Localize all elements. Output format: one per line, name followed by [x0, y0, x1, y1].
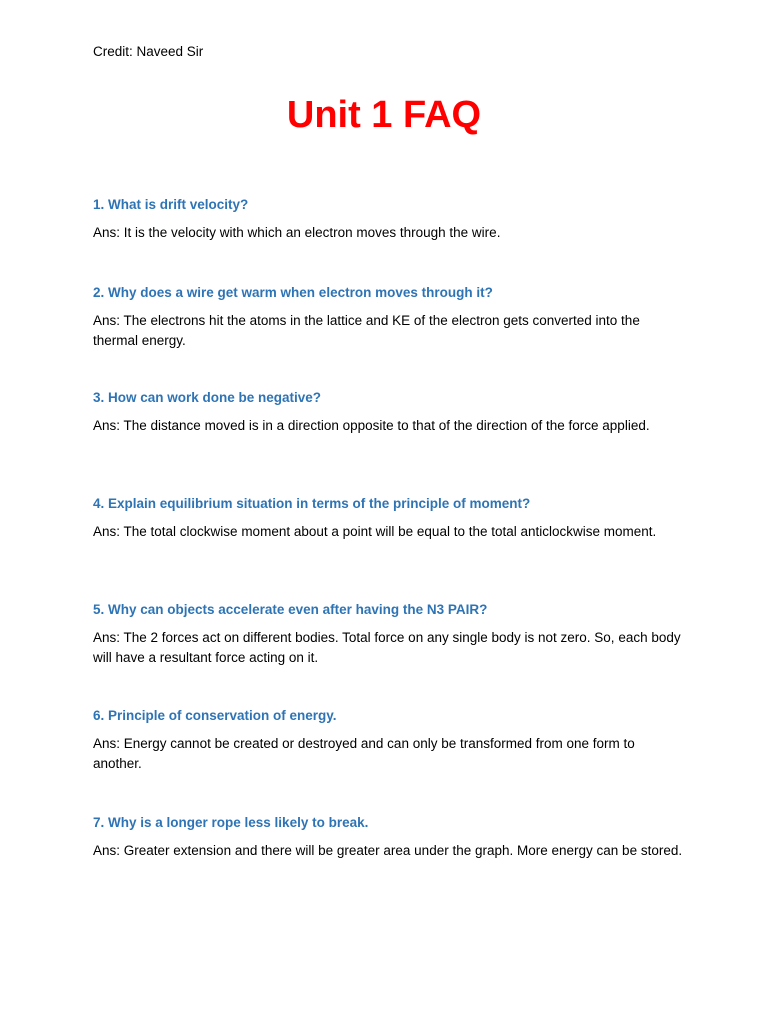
faq-question: 6. Principle of conservation of energy.: [93, 708, 337, 723]
faq-answer: Ans: Energy cannot be created or destroyed and can only be transformed from one form to another.: [93, 736, 635, 771]
faq-item-7: [93, 814, 683, 861]
faq-answer: Ans: The 2 forces act on different bodies. Total force on any single body is not zero. So, each body will have a resultant force acting on it.: [93, 630, 681, 665]
credit-line: Credit: Naveed Sir: [93, 44, 204, 59]
faq-item-2: [93, 284, 683, 350]
faq-answer: Ans: The distance moved is in a direction opposite to that of the direction of the force applied.: [93, 418, 650, 433]
faq-question: 3. How can work done be negative?: [93, 390, 322, 405]
faq-item-4: [93, 495, 683, 542]
faq-answer: Ans: The electrons hit the atoms in the lattice and KE of the electron gets converted into the thermal energy.: [93, 313, 640, 348]
faq-answer: Ans: It is the velocity with which an electron moves through the wire.: [93, 225, 501, 240]
faq-item-1: [93, 196, 683, 243]
faq-question: 1. What is drift velocity?: [93, 197, 249, 212]
page-title: Unit 1 FAQ: [286, 94, 482, 136]
faq-answer: Ans: The total clockwise moment about a point will be equal to the total anticlockwise moment.: [93, 524, 657, 539]
faq-item-3: [93, 389, 683, 436]
faq-question: 4. Explain equilibrium situation in terms of the principle of moment?: [93, 496, 531, 511]
faq-question: 7. Why is a longer rope less likely to break.: [93, 815, 369, 830]
faq-question: 5. Why can objects accelerate even after having the N3 PAIR?: [93, 602, 488, 617]
faq-item-5: [93, 601, 683, 667]
faq-question: 2. Why does a wire get warm when electron moves through it?: [93, 285, 493, 300]
faq-item-6: [93, 707, 683, 773]
faq-answer: Ans: Greater extension and there will be greater area under the graph. More energy can be stored.: [93, 843, 683, 858]
